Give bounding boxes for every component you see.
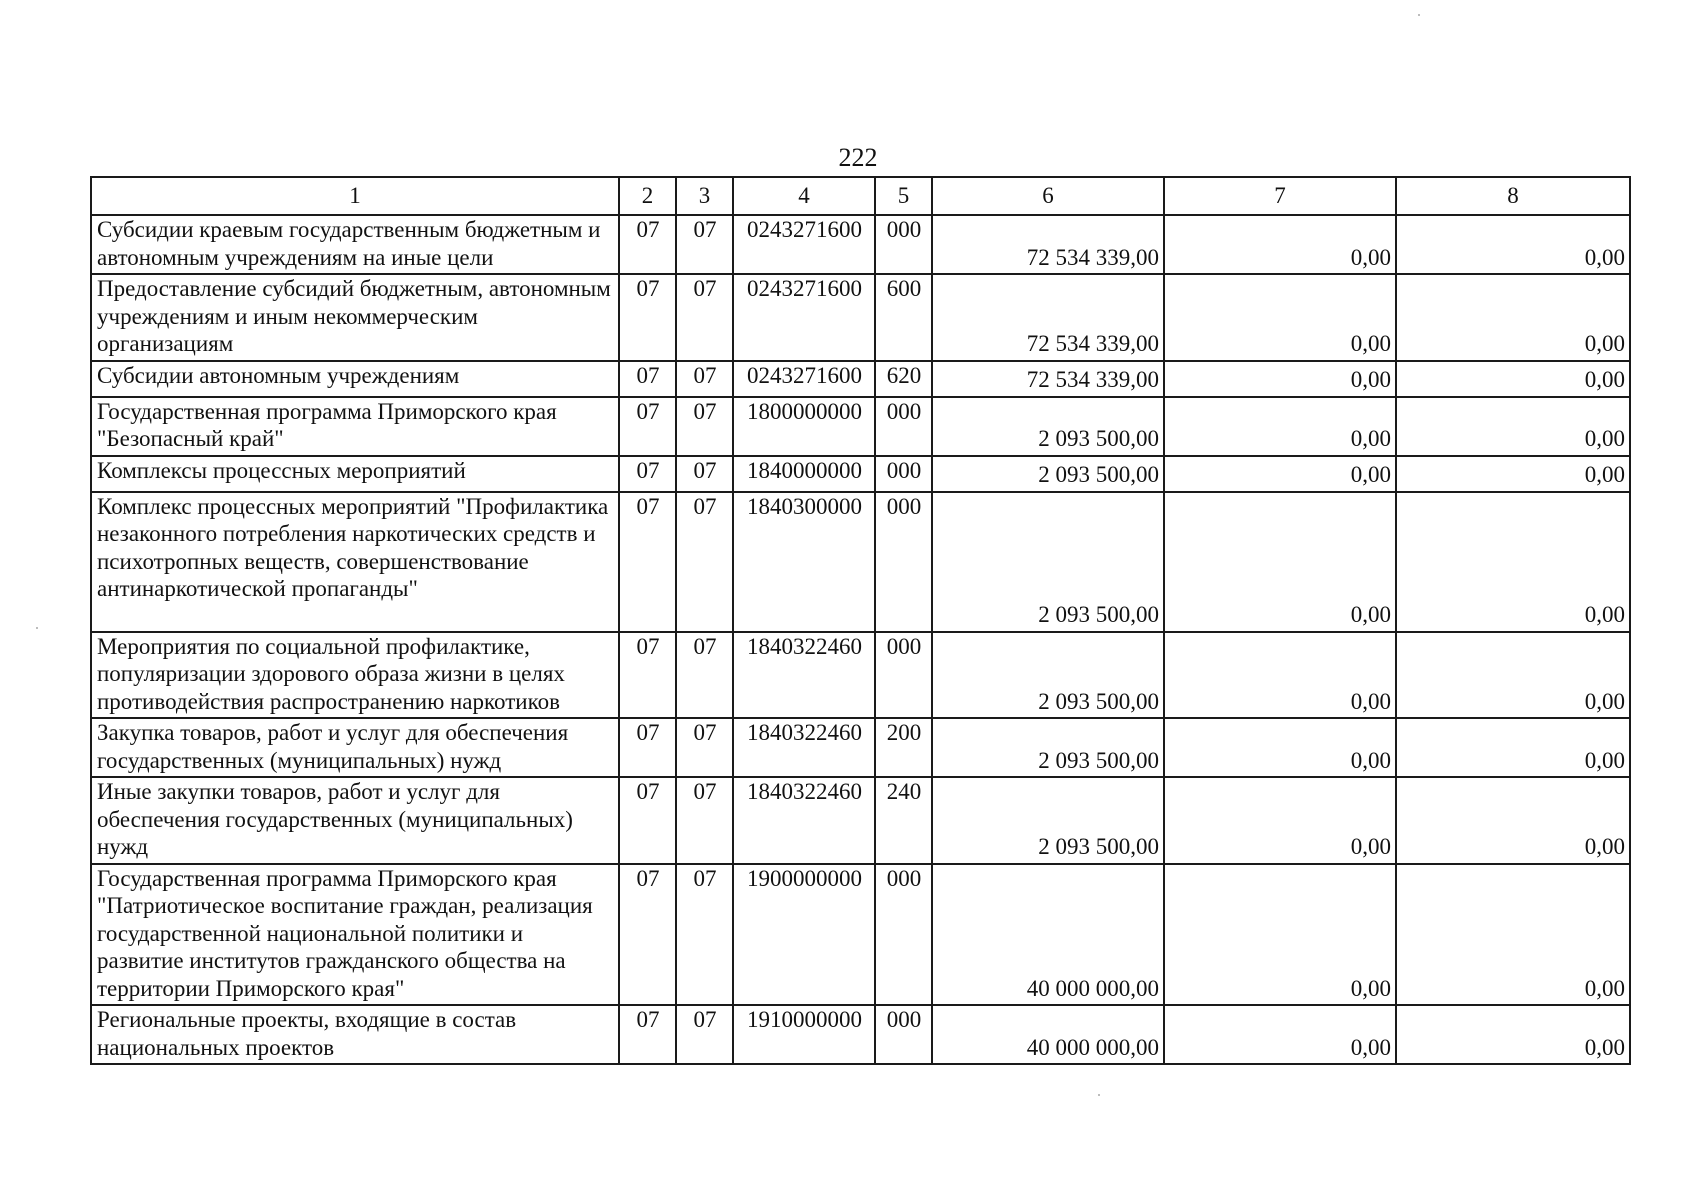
amount-col7-cell: 0,00 xyxy=(1164,397,1396,456)
section-code-cell: 07 xyxy=(619,718,676,777)
expense-type-cell: 000 xyxy=(875,456,932,492)
expense-type-cell: 000 xyxy=(875,632,932,719)
amount-col8-cell: 0,00 xyxy=(1396,456,1630,492)
amount-col7-cell: 0,00 xyxy=(1164,1005,1396,1064)
expense-type-cell: 000 xyxy=(875,1005,932,1064)
table-row xyxy=(91,361,1630,397)
amount-col7-cell: 0,00 xyxy=(1164,632,1396,719)
section-code-cell: 07 xyxy=(619,274,676,361)
row-name-cell: Региональные проекты, входящие в состав национальных проектов xyxy=(91,1005,619,1064)
target-article-cell: 1840300000 xyxy=(733,492,875,632)
amount-col6-cell: 72 534 339,00 xyxy=(932,215,1164,274)
row-name-cell: Предоставление субсидий бюджетным, автономным учреждениям и иным некоммерческим организациям xyxy=(91,274,619,361)
target-article-cell: 1910000000 xyxy=(733,1005,875,1064)
table-row xyxy=(91,1005,1630,1064)
section-code-cell: 07 xyxy=(619,1005,676,1064)
section-code-cell: 07 xyxy=(619,361,676,397)
target-article-cell: 1800000000 xyxy=(733,397,875,456)
table-row xyxy=(91,456,1630,492)
expense-type-cell: 000 xyxy=(875,492,932,632)
subsection-code-cell: 07 xyxy=(676,492,733,632)
target-article-cell: 0243271600 xyxy=(733,274,875,361)
row-name-cell: Субсидии краевым государственным бюджетным и автономным учреждениям на иные цели xyxy=(91,215,619,274)
amount-col8-cell: 0,00 xyxy=(1396,718,1630,777)
amount-col8-cell: 0,00 xyxy=(1396,1005,1630,1064)
subsection-code-cell: 07 xyxy=(676,215,733,274)
amount-col7-cell: 0,00 xyxy=(1164,215,1396,274)
amount-col7-cell: 0,00 xyxy=(1164,361,1396,397)
row-name-cell: Иные закупки товаров, работ и услуг для обеспечения государственных (муниципальных) нужд xyxy=(91,777,619,864)
amount-col6-cell: 40 000 000,00 xyxy=(932,1005,1164,1064)
section-code-cell: 07 xyxy=(619,456,676,492)
target-article-cell: 1900000000 xyxy=(733,864,875,1006)
column-header-8: 8 xyxy=(1396,177,1630,215)
target-article-cell: 0243271600 xyxy=(733,215,875,274)
subsection-code-cell: 07 xyxy=(676,397,733,456)
scan-speck xyxy=(36,627,38,629)
amount-col6-cell: 72 534 339,00 xyxy=(932,274,1164,361)
row-name-cell: Закупка товаров, работ и услуг для обеспечения государственных (муниципальных) нужд xyxy=(91,718,619,777)
expense-type-cell: 600 xyxy=(875,274,932,361)
amount-col6-cell: 2 093 500,00 xyxy=(932,632,1164,719)
amount-col6-cell: 40 000 000,00 xyxy=(932,864,1164,1006)
budget-table xyxy=(90,176,1631,1065)
section-code-cell: 07 xyxy=(619,397,676,456)
table-row xyxy=(91,777,1630,864)
amount-col7-cell: 0,00 xyxy=(1164,864,1396,1006)
amount-col7-cell: 0,00 xyxy=(1164,456,1396,492)
expense-type-cell: 620 xyxy=(875,361,932,397)
expense-type-cell: 240 xyxy=(875,777,932,864)
table-row xyxy=(91,274,1630,361)
column-header-7: 7 xyxy=(1164,177,1396,215)
amount-col8-cell: 0,00 xyxy=(1396,492,1630,632)
subsection-code-cell: 07 xyxy=(676,864,733,1006)
amount-col7-cell: 0,00 xyxy=(1164,274,1396,361)
subsection-code-cell: 07 xyxy=(676,456,733,492)
section-code-cell: 07 xyxy=(619,632,676,719)
section-code-cell: 07 xyxy=(619,492,676,632)
target-article-cell: 1840322460 xyxy=(733,632,875,719)
subsection-code-cell: 07 xyxy=(676,777,733,864)
amount-col8-cell: 0,00 xyxy=(1396,397,1630,456)
section-code-cell: 07 xyxy=(619,777,676,864)
amount-col6-cell: 2 093 500,00 xyxy=(932,397,1164,456)
column-header-2: 2 xyxy=(619,177,676,215)
scan-speck xyxy=(1098,1094,1100,1096)
row-name-cell: Комплексы процессных мероприятий xyxy=(91,456,619,492)
amount-col8-cell: 0,00 xyxy=(1396,215,1630,274)
table-row xyxy=(91,718,1630,777)
row-name-cell: Комплекс процессных мероприятий "Профилактика незаконного потребления наркотических средств и психотропных веществ, совершенствование антинаркотической пропаганды" xyxy=(91,492,619,632)
table-row xyxy=(91,215,1630,274)
amount-col6-cell: 2 093 500,00 xyxy=(932,718,1164,777)
table-row xyxy=(91,492,1630,632)
amount-col6-cell: 2 093 500,00 xyxy=(932,777,1164,864)
amount-col6-cell: 2 093 500,00 xyxy=(932,492,1164,632)
amount-col8-cell: 0,00 xyxy=(1396,632,1630,719)
amount-col8-cell: 0,00 xyxy=(1396,777,1630,864)
subsection-code-cell: 07 xyxy=(676,718,733,777)
target-article-cell: 1840322460 xyxy=(733,777,875,864)
expense-type-cell: 200 xyxy=(875,718,932,777)
target-article-cell: 1840000000 xyxy=(733,456,875,492)
amount-col8-cell: 0,00 xyxy=(1396,274,1630,361)
table-row xyxy=(91,397,1630,456)
header-row xyxy=(91,177,1630,215)
column-header-1: 1 xyxy=(91,177,619,215)
amount-col7-cell: 0,00 xyxy=(1164,777,1396,864)
amount-col8-cell: 0,00 xyxy=(1396,361,1630,397)
column-header-3: 3 xyxy=(676,177,733,215)
page-number: 222 xyxy=(838,143,878,172)
amount-col7-cell: 0,00 xyxy=(1164,718,1396,777)
amount-col6-cell: 72 534 339,00 xyxy=(932,361,1164,397)
row-name-cell: Мероприятия по социальной профилактике, популяризации здорового образа жизни в целях противодействия распространению наркотиков xyxy=(91,632,619,719)
row-name-cell: Субсидии автономным учреждениям xyxy=(91,361,619,397)
table-row xyxy=(91,864,1630,1006)
column-header-4: 4 xyxy=(733,177,875,215)
subsection-code-cell: 07 xyxy=(676,274,733,361)
expense-type-cell: 000 xyxy=(875,864,932,1006)
subsection-code-cell: 07 xyxy=(676,632,733,719)
target-article-cell: 0243271600 xyxy=(733,361,875,397)
expense-type-cell: 000 xyxy=(875,397,932,456)
row-name-cell: Государственная программа Приморского края "Безопасный край" xyxy=(91,397,619,456)
scan-speck xyxy=(1418,14,1420,16)
section-code-cell: 07 xyxy=(619,215,676,274)
amount-col7-cell: 0,00 xyxy=(1164,492,1396,632)
table-row xyxy=(91,632,1630,719)
amount-col8-cell: 0,00 xyxy=(1396,864,1630,1006)
subsection-code-cell: 07 xyxy=(676,361,733,397)
row-name-cell: Государственная программа Приморского края "Патриотическое воспитание граждан, реализация государственной национальной политики и развитие институтов гражданского общества на территории Приморского края" xyxy=(91,864,619,1006)
section-code-cell: 07 xyxy=(619,864,676,1006)
expense-type-cell: 000 xyxy=(875,215,932,274)
target-article-cell: 1840322460 xyxy=(733,718,875,777)
subsection-code-cell: 07 xyxy=(676,1005,733,1064)
column-header-6: 6 xyxy=(932,177,1164,215)
column-header-5: 5 xyxy=(875,177,932,215)
amount-col6-cell: 2 093 500,00 xyxy=(932,456,1164,492)
